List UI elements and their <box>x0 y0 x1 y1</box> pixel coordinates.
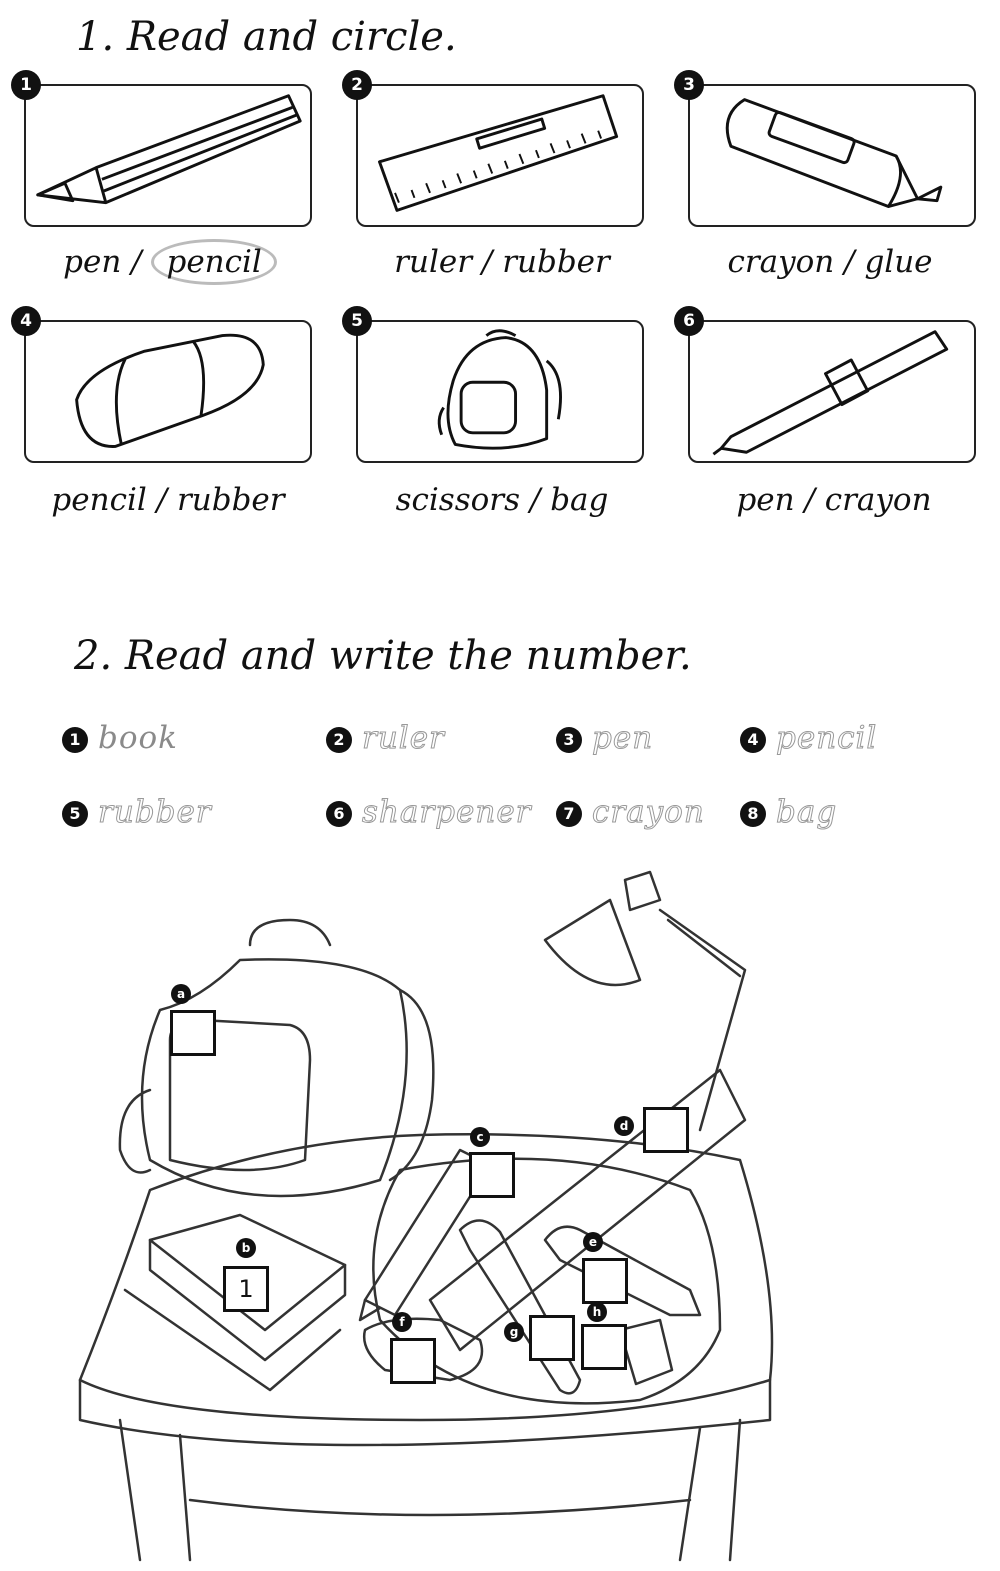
item-number-3: 3 <box>674 70 704 100</box>
exercise-1-title: 1. Read and circle. <box>76 14 457 60</box>
word-number: 3 <box>556 727 582 753</box>
option-bag[interactable]: bag <box>550 482 609 518</box>
backpack-icon <box>358 322 642 461</box>
option-pen[interactable]: pen <box>736 482 795 518</box>
label-tag-d: d <box>614 1116 634 1136</box>
word-sharpener <box>326 794 532 830</box>
crayon-icon <box>690 86 974 225</box>
ruler-icon <box>358 86 642 225</box>
option-ruler[interactable]: ruler <box>394 244 473 280</box>
word-bag <box>740 794 837 830</box>
label-tag-b: b <box>236 1238 256 1258</box>
card-rubber <box>24 320 312 463</box>
word-text: pencil <box>776 720 878 756</box>
card-crayon <box>688 84 976 227</box>
card-pencil <box>24 84 312 227</box>
separator: / <box>834 244 865 280</box>
word-rubber <box>62 794 212 830</box>
answer-box-g[interactable] <box>529 1315 575 1361</box>
item-number-4: 4 <box>11 306 41 336</box>
caption-3 <box>680 244 980 280</box>
word-text: pen <box>592 720 654 756</box>
answer-box-f[interactable] <box>390 1338 436 1384</box>
option-rubber[interactable]: rubber <box>176 482 285 518</box>
word-text: book <box>98 720 178 756</box>
label-tag-f: f <box>392 1312 412 1332</box>
item-number-5: 5 <box>342 306 372 336</box>
card-ruler <box>356 84 644 227</box>
rubber-icon <box>26 322 310 461</box>
word-number: 2 <box>326 727 352 753</box>
answer-box-e[interactable] <box>582 1258 628 1304</box>
option-glue[interactable]: glue <box>864 244 933 280</box>
option-rubber[interactable]: rubber <box>502 244 610 280</box>
word-book <box>62 720 178 756</box>
word-number: 6 <box>326 801 352 827</box>
caption-6 <box>684 482 984 518</box>
option-crayon[interactable]: crayon <box>824 482 932 518</box>
separator: / <box>794 482 825 518</box>
answer-box-b[interactable]: 1 <box>223 1266 269 1312</box>
card-backpack <box>356 320 644 463</box>
caption-1 <box>20 244 320 280</box>
separator: / <box>146 482 177 518</box>
separator: / <box>520 482 551 518</box>
caption-2 <box>352 244 652 280</box>
word-number: 8 <box>740 801 766 827</box>
option-scissors[interactable]: scissors <box>395 482 521 518</box>
word-number: 4 <box>740 727 766 753</box>
word-pencil <box>740 720 877 756</box>
label-tag-c: c <box>470 1127 490 1147</box>
word-crayon <box>556 794 705 830</box>
word-text: rubber <box>98 794 212 830</box>
word-text: crayon <box>592 794 705 830</box>
label-tag-g: g <box>504 1322 524 1342</box>
item-number-2: 2 <box>342 70 372 100</box>
separator: / <box>121 244 152 280</box>
word-number: 5 <box>62 801 88 827</box>
option-pencil[interactable]: pencil <box>51 482 147 518</box>
word-text: bag <box>776 794 838 830</box>
word-ruler <box>326 720 445 756</box>
word-pen <box>556 720 653 756</box>
label-tag-e: e <box>583 1232 603 1252</box>
pen-icon <box>690 322 974 461</box>
desk-scene-illustration <box>0 860 1000 1571</box>
label-tag-h: h <box>587 1302 607 1322</box>
answer-box-a[interactable] <box>170 1010 216 1056</box>
word-number: 1 <box>62 727 88 753</box>
pencil-icon <box>26 86 310 225</box>
item-number-1: 1 <box>11 70 41 100</box>
option-pencil-circled[interactable]: pencil <box>151 239 276 285</box>
exercise-2-title: 2. Read and write the number. <box>74 633 692 679</box>
word-text: ruler <box>362 720 445 756</box>
word-text: sharpener <box>362 794 532 830</box>
card-pen <box>688 320 976 463</box>
option-crayon[interactable]: crayon <box>727 244 835 280</box>
option-pen[interactable]: pen <box>63 244 122 280</box>
caption-4 <box>18 482 318 518</box>
answer-box-d[interactable] <box>643 1107 689 1153</box>
word-number: 7 <box>556 801 582 827</box>
label-tag-a: a <box>171 984 191 1004</box>
item-number-6: 6 <box>674 306 704 336</box>
separator: / <box>472 244 503 280</box>
caption-5 <box>352 482 652 518</box>
answer-box-c[interactable] <box>469 1152 515 1198</box>
answer-box-h[interactable] <box>581 1324 627 1370</box>
